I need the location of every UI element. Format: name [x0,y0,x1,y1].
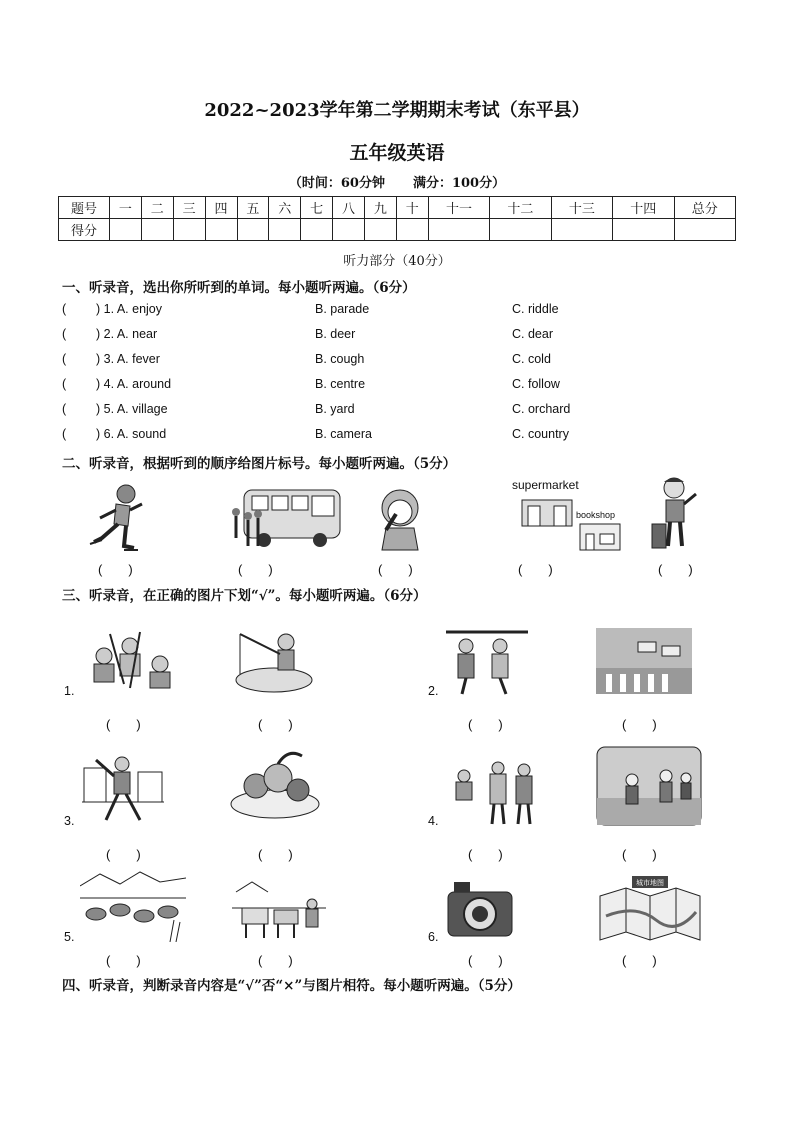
score-cell[interactable] [173,219,205,241]
question-number: 6. [428,930,439,944]
section3-blank[interactable]: ( ) [106,953,141,968]
city-map-picture [596,876,704,944]
option-c: C. orchard [512,402,571,416]
option-b: B. centre [315,377,366,391]
score-cell[interactable] [110,219,142,241]
score-table-header-cell: 总分 [674,197,736,219]
park-picture [596,746,702,826]
score-table [58,196,736,241]
section2-blank[interactable]: ( ) [98,562,133,577]
section2-blank[interactable]: ( ) [378,562,413,577]
score-table-header-cell: 五 [237,197,269,219]
section3-blank[interactable]: ( ) [468,953,503,968]
section3-blank[interactable]: ( ) [258,847,293,862]
question-number: 5. [64,930,75,944]
section2-title: 二、听录音，根据听到的顺序给图片标号。每小题听两遍。（5分） [62,456,457,472]
section3-blank[interactable]: ( ) [106,717,141,732]
exam-time: （时间：60分钟 [288,176,385,191]
option-c: C. dear [512,327,553,341]
ducks-picture [80,864,186,942]
score-table-header-cell: 二 [141,197,173,219]
score-cell[interactable] [490,219,551,241]
exam-score: 满分：100分） [412,176,506,191]
score-table-row-label: 得分 [59,219,110,241]
people-talking-picture [446,746,540,826]
option-c: C. cold [512,352,551,366]
camera-picture [444,876,516,940]
score-table-header-cell: 九 [365,197,397,219]
option-b: B. camera [315,427,372,441]
answer-blank[interactable]: ( [62,377,67,391]
score-cell[interactable] [333,219,365,241]
answer-blank[interactable]: ( [62,302,67,316]
option-c: C. follow [512,377,560,391]
score-table-header-cell: 十四 [613,197,674,219]
score-table-score-row [59,219,736,241]
section3-blank[interactable]: ( ) [622,717,657,732]
score-cell[interactable] [613,219,674,241]
option-a: ) 2. A. near [96,327,158,341]
supermarket-label: supermarket [512,478,579,492]
question-number: 2. [428,684,439,698]
section2-blank[interactable]: ( ) [658,562,693,577]
score-cell[interactable] [428,219,489,241]
score-cell[interactable] [674,219,736,241]
score-table-header-row [59,197,736,219]
section3-blank[interactable]: ( ) [258,717,293,732]
score-cell[interactable] [237,219,269,241]
score-table-header-cell: 一 [110,197,142,219]
score-table-header-cell: 十三 [551,197,612,219]
score-table-header-cell: 六 [269,197,301,219]
bus-picture [228,484,344,554]
bookshop-label: bookshop [576,510,616,520]
sick-girl-picture [368,484,432,552]
score-cell[interactable] [396,219,428,241]
section4-title: 四、听录音，判断录音内容是“√”否“×”与图片相符。每小题听两遍。（5分） [62,978,521,994]
section2-blank[interactable]: ( ) [518,562,553,577]
exam-info [0,172,794,191]
exam-subtitle: 五年级英语 [349,142,445,164]
skater-picture [88,480,148,554]
option-b: B. deer [315,327,356,341]
section3-blank[interactable]: ( ) [622,847,657,862]
option-b: B. parade [315,302,370,316]
score-table-header-cell: 三 [173,197,205,219]
option-a: ) 3. A. fever [96,352,160,366]
option-c: C. country [512,427,569,441]
score-table-header-cell: 四 [205,197,237,219]
kids-on-bus-picture [444,626,530,696]
listening-part-title: 听力部分（40分） [343,254,451,269]
answer-blank[interactable]: ( [62,427,67,441]
option-a: ) 5. A. village [96,402,168,416]
exercise-picture [82,748,164,824]
hockey-picture [80,624,180,696]
section3-blank[interactable]: ( ) [106,847,141,862]
supermarket-building [520,494,574,528]
score-table-header-cell: 十一 [428,197,489,219]
question-number: 3. [64,814,75,828]
score-table-header-cell: 十二 [490,197,551,219]
street-crossing-picture [596,628,692,694]
score-cell[interactable] [551,219,612,241]
section3-blank[interactable]: ( ) [468,717,503,732]
fishing-picture [232,628,316,696]
option-c: C. riddle [512,302,559,316]
section3-blank[interactable]: ( ) [258,953,293,968]
exam-title: 2022~2023学年第二学期期末考试（东平县） [204,100,590,121]
answer-blank[interactable]: ( [62,352,67,366]
option-a: ) 1. A. enjoy [96,302,163,316]
question-number: 4. [428,814,439,828]
fruit-plate-picture [228,748,322,824]
score-cell[interactable] [269,219,301,241]
option-a: ) 4. A. around [96,377,172,391]
section1-title: 一、听录音，选出你所听到的单词。每小题听两遍。（6分） [62,280,416,296]
score-cell[interactable] [301,219,333,241]
bookshop-building [578,522,622,552]
score-table-header-cell: 十 [396,197,428,219]
answer-blank[interactable]: ( [62,327,67,341]
section2-blank[interactable]: ( ) [238,562,273,577]
cows-farm-picture [232,878,326,942]
score-cell[interactable] [365,219,397,241]
option-b: B. yard [315,402,355,416]
section3-blank[interactable]: ( ) [468,847,503,862]
score-table-header-cell: 七 [301,197,333,219]
section3-title: 三、听录音，在正确的图片下划“√”。每小题听两遍。（6分） [62,588,427,604]
traveler-picture [648,474,704,554]
score-cell[interactable] [141,219,173,241]
section3-blank[interactable]: ( ) [622,953,657,968]
city-map-label: 城市地图 [636,879,664,887]
option-b: B. cough [315,352,365,366]
answer-blank[interactable]: ( [62,402,67,416]
score-table-header-cell: 八 [333,197,365,219]
option-a: ) 6. A. sound [96,427,167,441]
question-number: 1. [64,684,75,698]
score-cell[interactable] [205,219,237,241]
score-table-header-cell: 题号 [59,197,110,219]
